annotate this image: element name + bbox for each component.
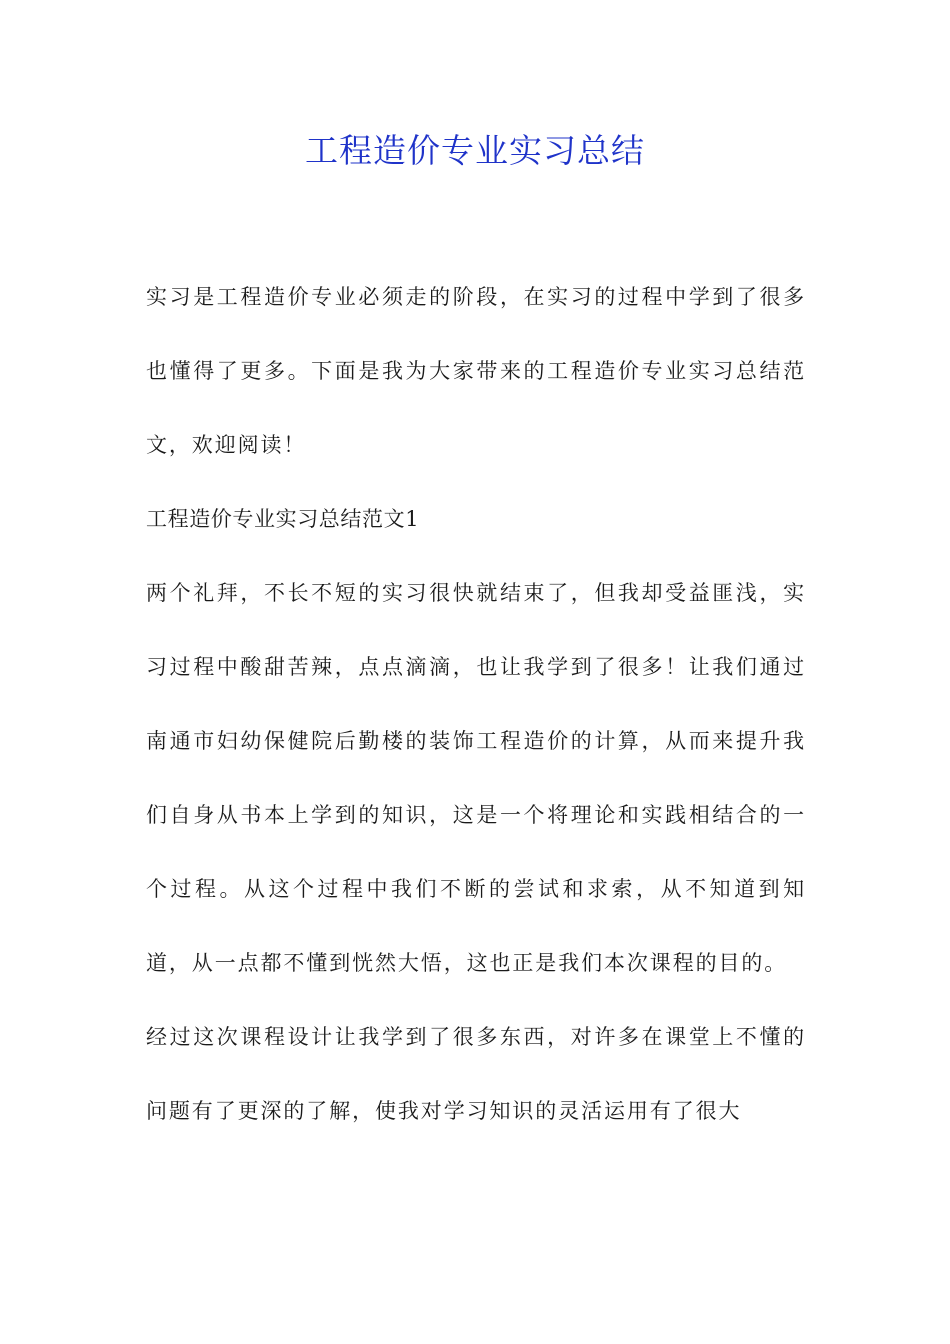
body-paragraph: 经过这次课程设计让我学到了很多东西，对许多在课堂上不懂的问题有了更深的了解，使我对学习知识的灵活运用有了很大: [146, 1025, 806, 1123]
section-heading: 工程造价专业实习总结范文1: [146, 507, 420, 531]
document-title: 工程造价专业实习总结: [305, 131, 645, 170]
body-paragraph: 两个礼拜，不长不短的实习很快就结束了，但我却受益匪浅，实习过程中酸甜苦辣，点点滴滴，也让我学到了很多！让我们通过南通市妇幼保健院后勤楼的装饰工程造价的计算，从而来提升我们自身从书本上学到的知识，这是一个将理论和实践相结合的一个过程。从这个过程中我们不断的尝试和求索，从不知道到知道，从一点都不懂到恍然大悟，这也正是我们本次课程的目的。: [146, 581, 806, 975]
intro-paragraph: 实习是工程造价专业必须走的阶段，在实习的过程中学到了很多也懂得了更多。下面是我为大家带来的工程造价专业实习总结范文，欢迎阅读！: [146, 285, 806, 457]
document-body: [146, 260, 806, 1148]
